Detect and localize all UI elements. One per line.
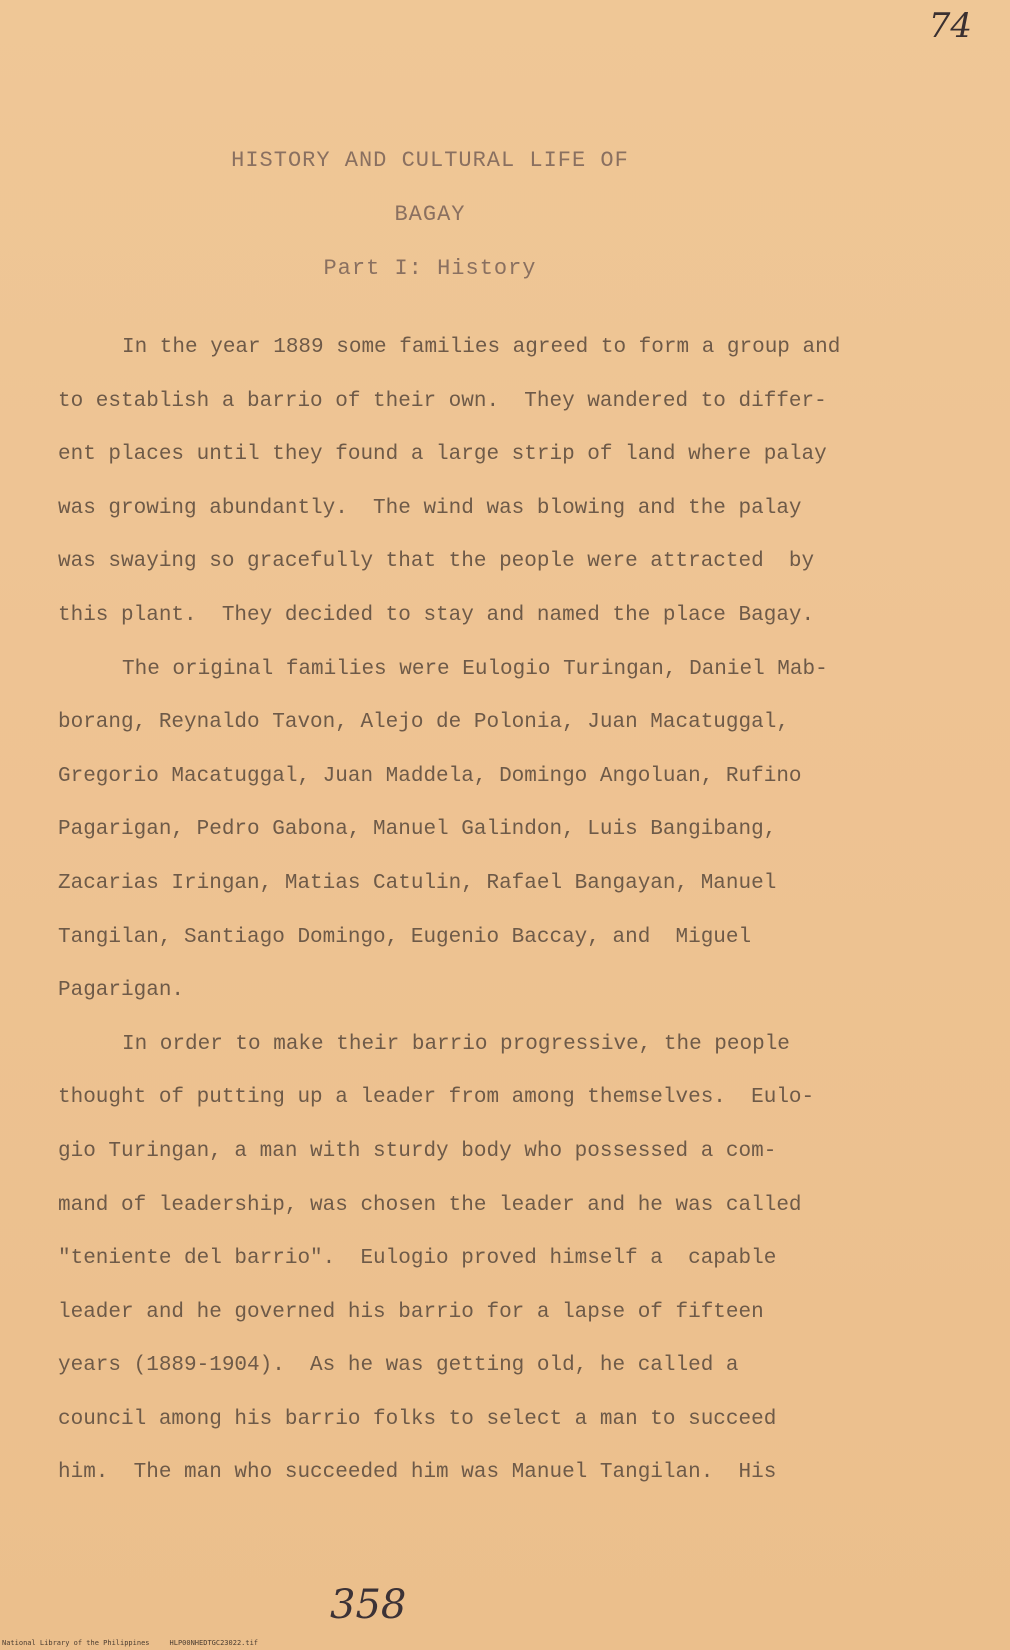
text-line: The original families were Eulogio Turingan, Daniel Mab- — [122, 657, 828, 681]
text-line: years (1889-1904). As he was getting old, he called a — [58, 1354, 739, 1378]
body-text — [58, 328, 888, 1507]
text-line: was swaying so gracefully that the people were attracted by — [58, 550, 815, 574]
text-line: him. The man who succeeded him was Manuel Tangilan. His — [58, 1461, 777, 1485]
text-line: was growing abundantly. The wind was blowing and the palay — [58, 496, 802, 520]
text-line: In the year 1889 some families agreed to form a group and — [122, 336, 841, 359]
text-line: thought of putting up a leader from among themselves. Eulo- — [58, 1086, 815, 1110]
document-place-name: BAGAY — [394, 202, 466, 227]
handwritten-folio-number: 358 — [330, 1582, 407, 1628]
section-heading: Part I: History — [323, 256, 537, 281]
text-line: Tangilan, Santiago Domingo, Eugenio Baccay, and Miguel — [58, 925, 752, 949]
text-line: Zacarias Iringan, Matias Catulin, Rafael Bangayan, Manuel — [58, 871, 777, 895]
text-line: ent places until they found a large strip of land where palay — [58, 443, 827, 467]
text-line: gio Turingan, a man with sturdy body who possessed a com- — [58, 1139, 777, 1163]
text-line: this plant. They decided to stay and named the place Bagay. — [58, 603, 815, 627]
text-line: mand of leadership, was chosen the leader and he was called — [58, 1193, 802, 1217]
text-line: Pagarigan, Pedro Gabona, Manuel Galindon, Luis Bangibang, — [58, 818, 777, 842]
archive-footer — [0, 1636, 1010, 1650]
text-line: "teniente del barrio". Eulogio proved himself a capable — [58, 1247, 777, 1271]
document-title: HISTORY AND CULTURAL LIFE OF — [231, 148, 629, 173]
footer-file-id: HLP00NHEDTGC23022.tif — [169, 1639, 259, 1647]
text-line: council among his barrio folks to select a man to succeed — [58, 1407, 777, 1431]
text-line: Pagarigan. — [58, 979, 185, 1003]
text-line: to establish a barrio of their own. They wandered to differ- — [58, 389, 827, 413]
footer-institution: National Library of the Philippines — [2, 1639, 150, 1647]
text-line: In order to make their barrio progressive, the people — [122, 1032, 790, 1056]
text-line: Gregorio Macatuggal, Juan Maddela, Domingo Angoluan, Rufino — [58, 764, 802, 788]
text-line: leader and he governed his barrio for a lapse of fifteen — [58, 1300, 764, 1324]
handwritten-page-number: 74 — [928, 6, 972, 46]
text-line: borang, Reynaldo Tavon, Alejo de Polonia, Juan Macatuggal, — [58, 711, 789, 735]
